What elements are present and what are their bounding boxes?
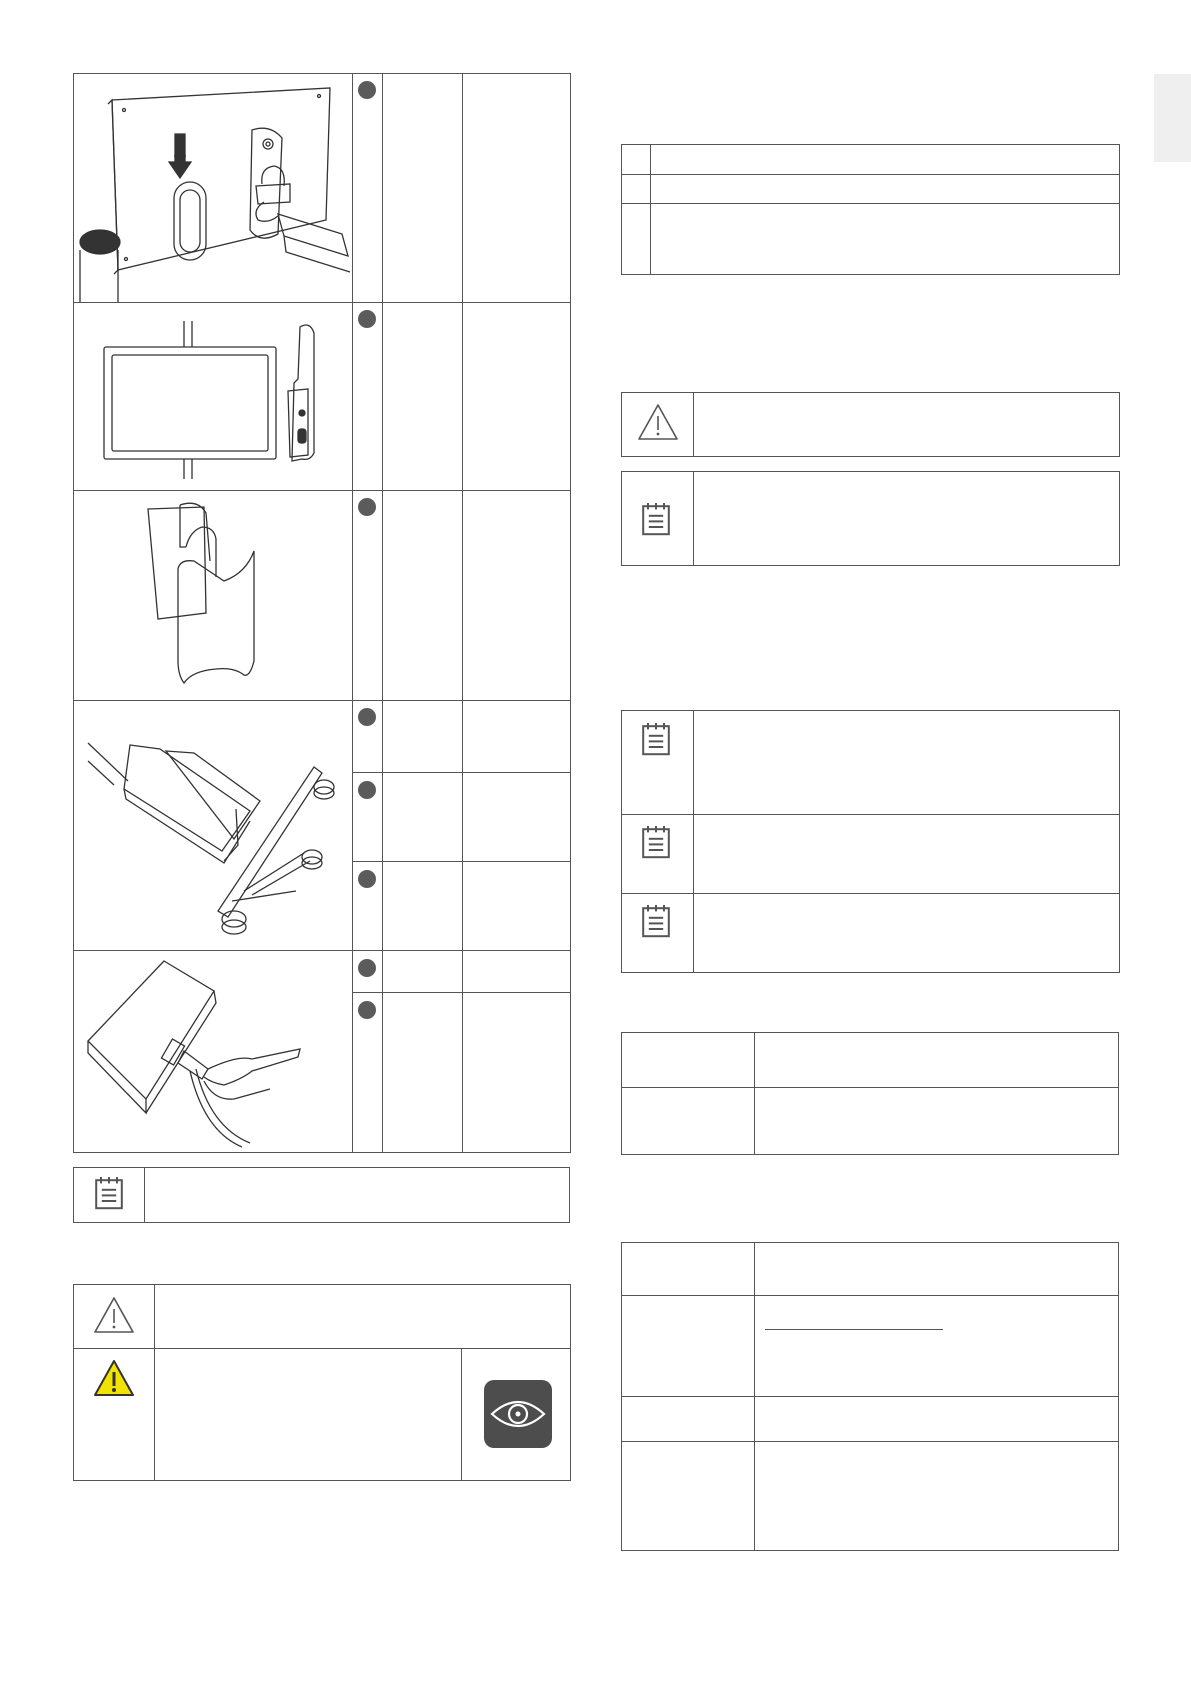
power-cable-illustration (74, 951, 352, 1152)
step-marker (358, 781, 376, 799)
scanner-holder-illustration (74, 491, 352, 700)
note-icon (640, 903, 672, 939)
warning-outline-icon (92, 1295, 136, 1335)
note-box (73, 1167, 570, 1223)
step-marker (358, 498, 376, 516)
warning-outline-icon (636, 402, 680, 442)
step-marker (358, 1001, 376, 1019)
spec-table (621, 1032, 1119, 1155)
note-icon (640, 824, 672, 860)
monitor-with-scanner-illustration (74, 303, 352, 490)
step-marker (358, 708, 376, 726)
warning-box (621, 392, 1120, 457)
monitor-mount-illustration (74, 74, 352, 302)
step-marker (358, 959, 376, 977)
warning-yellow-icon (92, 1358, 136, 1398)
note-icon (640, 501, 672, 537)
spec-link[interactable] (765, 1312, 943, 1330)
step-marker (358, 870, 376, 888)
eye-icon (484, 1380, 552, 1448)
note-box (621, 471, 1120, 566)
section-tab (1154, 74, 1191, 162)
notes-table (621, 710, 1120, 973)
step-marker (358, 310, 376, 328)
note-icon (640, 721, 672, 757)
cart-computer-illustration (74, 701, 352, 950)
note-icon (93, 1175, 125, 1211)
step-marker (358, 81, 376, 99)
info-table (621, 144, 1120, 275)
